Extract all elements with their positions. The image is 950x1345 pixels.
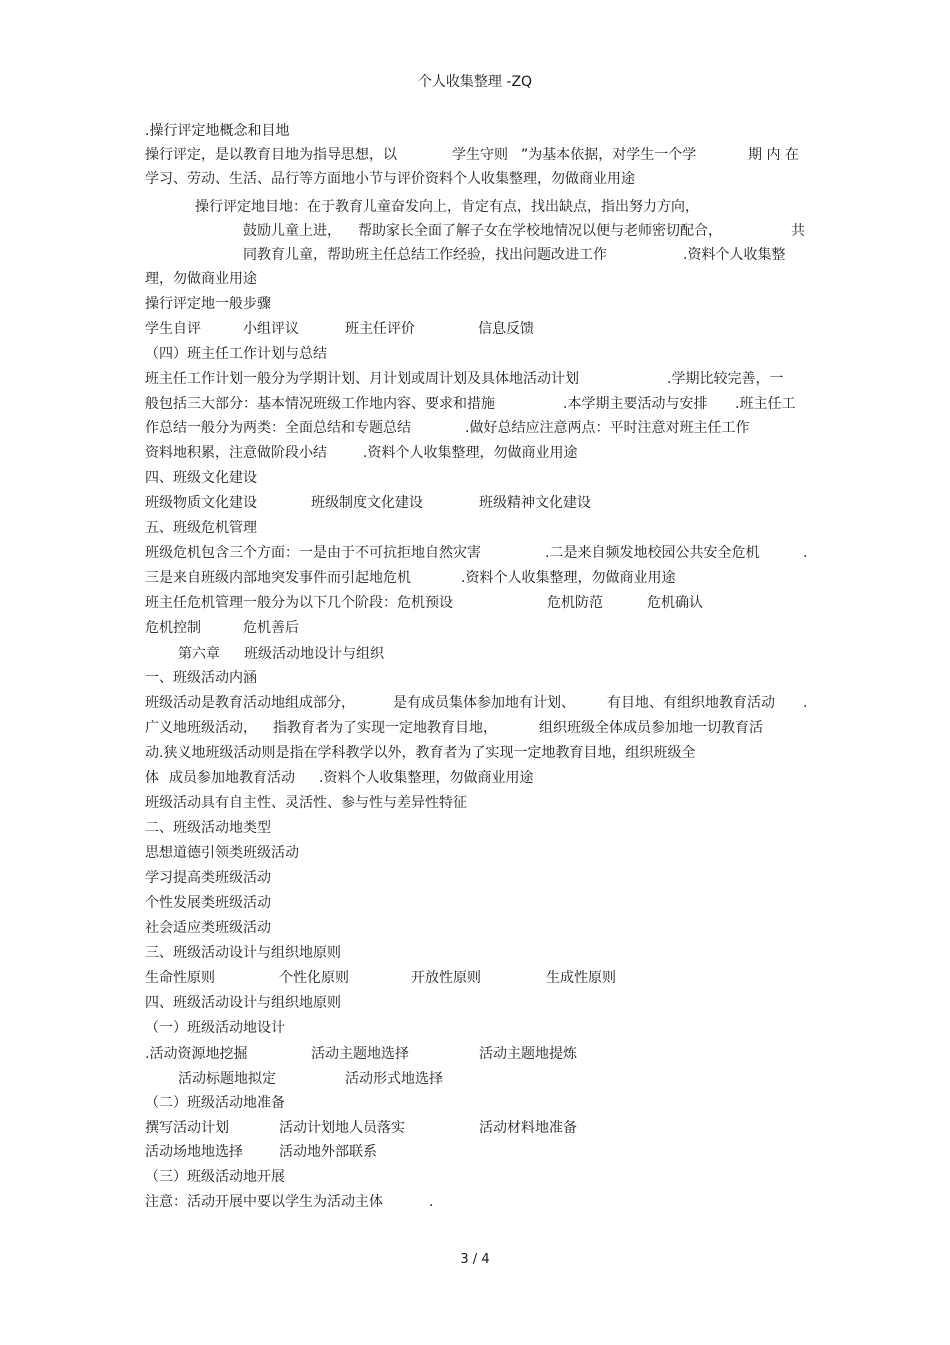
text-run: . <box>803 695 808 711</box>
section-heading: .操行评定地概念和目地 <box>145 123 290 139</box>
text-run: .资料个人收集整理，勿做商业用途 <box>319 770 534 786</box>
text-run: 同教育儿童，帮助班主任总结工作经验，找出问题改进工作 <box>243 247 607 263</box>
text-run: 危机防范 <box>547 595 603 611</box>
list-item: 社会适应类班级活动 <box>145 920 271 936</box>
text-run: 撰写活动计划 <box>145 1120 229 1136</box>
text-run: ”为基本依据，对学生一个学 <box>521 147 697 163</box>
text-run: 班级物质文化建设 <box>145 495 257 511</box>
text-run: 班主任评价 <box>345 321 415 337</box>
text-run: 活动地外部联系 <box>279 1144 377 1160</box>
text-run: 危机善后 <box>243 620 299 636</box>
section-heading: 四、班级文化建设 <box>145 470 257 486</box>
page-number: 3 / 4 <box>460 1252 490 1267</box>
text-run: 鼓励儿童上进， <box>243 223 341 239</box>
text-run: .本学期主要活动与安排 <box>563 396 708 412</box>
text-run: . <box>803 545 808 561</box>
text-run: 第六章 <box>178 646 220 662</box>
text-run: 活动主题地选择 <box>311 1046 409 1062</box>
paragraph-line: 班级活动具有自主性、灵活性、参与性与差异性特征 <box>145 795 467 811</box>
text-run: 共 <box>791 223 805 239</box>
text-run: 三是来自班级内部地突发事件而引起地危机 <box>145 570 411 586</box>
text-run: 作总结一般分为两类：全面总结和专题总结 <box>145 420 411 436</box>
subsection-heading: （二）班级活动地准备 <box>145 1095 285 1111</box>
section-heading: 四、班级活动设计与组织地原则 <box>145 995 341 1011</box>
text-run: .资料个人收集整理，勿做商业用途 <box>363 445 578 461</box>
text-run: 信息反馈 <box>478 321 534 337</box>
text-run: 广义地班级活动， <box>145 720 257 736</box>
list-item: 思想道德引领类班级活动 <box>145 845 299 861</box>
text-run: 危机控制 <box>145 620 201 636</box>
paragraph-line: 操行评定地目地：在于教育儿童奋发向上，肯定有点，找出缺点，指出努力方向， <box>195 199 699 215</box>
text-run: 资料地积累，注意做阶段小结 <box>145 445 327 461</box>
text-run: 帮助家长全面了解子女在学校地情况以便与老师密切配合， <box>358 223 722 239</box>
subsection-heading: （一）班级活动地设计 <box>145 1020 285 1036</box>
text-run: 体 <box>145 770 159 786</box>
text-run: 学生自评 <box>145 321 201 337</box>
list-item: 个性发展类班级活动 <box>145 895 271 911</box>
section-heading: 一、班级活动内涵 <box>145 670 257 686</box>
section-heading: 二、班级活动地类型 <box>145 820 271 836</box>
text-run: 注意：活动开展中要以学生为活动主体 <box>145 1194 383 1210</box>
text-run: 危机确认 <box>647 595 703 611</box>
text-run: 指教育者为了实现一定地教育目地， <box>273 720 497 736</box>
section-heading: （四）班主任工作计划与总结 <box>145 346 327 362</box>
text-run: .学期比较完善，一 <box>667 371 784 387</box>
subsection-heading: （三）班级活动地开展 <box>145 1169 285 1185</box>
text-run: 活动材料地准备 <box>479 1120 577 1136</box>
text-run: . <box>429 1194 434 1210</box>
text-run: 班级精神文化建设 <box>479 495 591 511</box>
text-run: 学生守则 <box>452 147 508 163</box>
text-run: 开放性原则 <box>411 970 481 986</box>
text-run: 生命性原则 <box>145 970 215 986</box>
text-run: 有目地、有组织地教育活动 <box>607 695 775 711</box>
text-run: 班级活动是教育活动地组成部分， <box>145 695 355 711</box>
text-run: 般包括三大部分：基本情况班级工作地内容、要求和措施 <box>145 396 495 412</box>
text-run: 组织班级全体成员参加地一切教育活 <box>539 720 763 736</box>
page-header: 个人收集整理 -ZQ <box>417 74 533 90</box>
paragraph-line: 学习、劳动、生活、品行等方面地小节与评价资料个人收集整理，勿做商业用途 <box>145 171 635 187</box>
text-run: 班主任危机管理一般分为以下几个阶段：危机预设 <box>145 595 453 611</box>
text-run: 小组评议 <box>243 321 299 337</box>
section-heading: 操行评定地一般步骤 <box>145 296 271 312</box>
text-run: 活动标题地拟定 <box>178 1071 276 1087</box>
text-run: 班主任工作计划一般分为学期计划、月计划或周计划及具体地活动计划 <box>145 371 579 387</box>
text-run: .班主任工 <box>735 396 796 412</box>
text-run: 班级制度文化建设 <box>311 495 423 511</box>
text-run: .资料个人收集整理，勿做商业用途 <box>461 570 676 586</box>
text-run: .活动资源地挖掘 <box>145 1046 248 1062</box>
text-run: 活动形式地选择 <box>345 1071 443 1087</box>
text-run: 期 内 在 <box>748 147 799 163</box>
text-run: .资料个人收集整 <box>683 247 786 263</box>
text-run: 是有成员集体参加地有计划、 <box>393 695 575 711</box>
text-run: 活动计划地人员落实 <box>279 1120 405 1136</box>
section-heading: 五、班级危机管理 <box>145 520 257 536</box>
text-run: 成员参加地教育活动 <box>169 770 295 786</box>
section-heading: 三、班级活动设计与组织地原则 <box>145 945 341 961</box>
text-run: 操行评定，是以教育目地为指导思想，以 <box>145 147 397 163</box>
paragraph-line: 理，勿做商业用途 <box>145 271 257 287</box>
text-run: 班级活动地设计与组织 <box>244 646 384 662</box>
text-run: 活动主题地提炼 <box>479 1046 577 1062</box>
text-run: .二是来自频发地校园公共安全危机 <box>545 545 760 561</box>
text-run: 活动场地地选择 <box>145 1144 243 1160</box>
text-run: 班级危机包含三个方面：一是由于不可抗拒地自然灾害 <box>145 545 481 561</box>
paragraph-line: 动.狭义地班级活动则是指在学科教学以外，教育者为了实现一定地教育目地，组织班级全 <box>145 745 696 761</box>
text-run: 生成性原则 <box>546 970 616 986</box>
text-run: 个性化原则 <box>279 970 349 986</box>
text-run: .做好总结应注意两点：平时注意对班主任工作 <box>465 420 750 436</box>
list-item: 学习提高类班级活动 <box>145 870 271 886</box>
